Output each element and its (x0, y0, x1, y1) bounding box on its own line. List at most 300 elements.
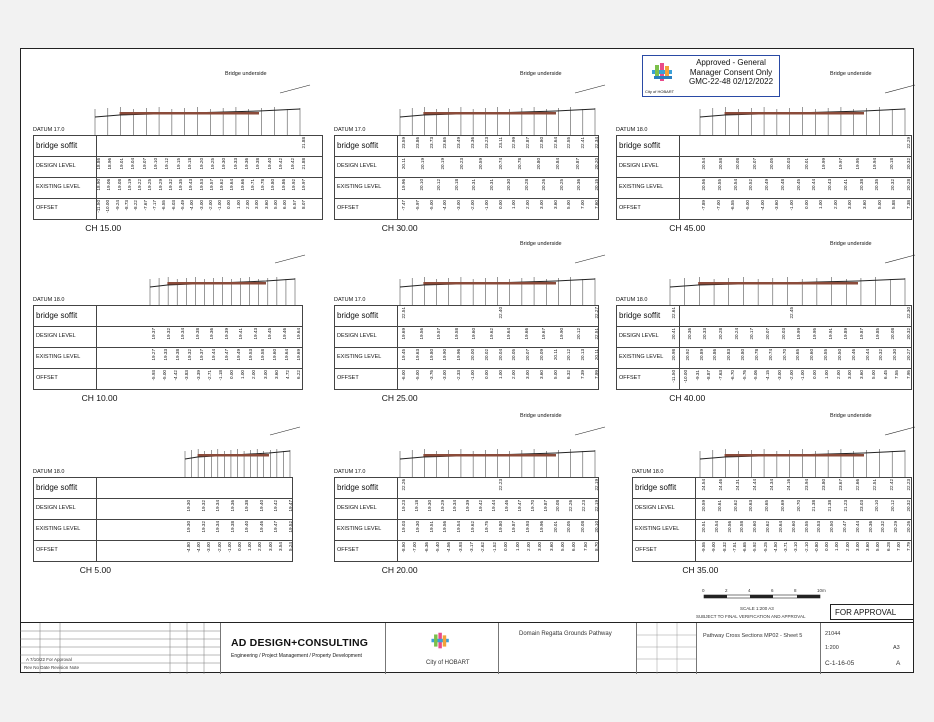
project-number: 21044 (825, 631, 841, 637)
row-value: 23.03 (858, 500, 864, 512)
row-value: -11.50 (671, 370, 676, 383)
row-value: 19.64 (229, 179, 235, 191)
row-value: 20.20 (594, 158, 599, 170)
company-cell (220, 623, 386, 674)
row-value: 19.30 (186, 521, 191, 533)
drawing-title: Pathway Cross Sections MP02 - Sheet 5 (703, 633, 803, 639)
company-tagline: Engineering / Project Management / Property Development (231, 653, 362, 659)
row-value: 20.55 (716, 179, 722, 191)
row-value: 19.41 (238, 328, 243, 340)
row-value: 20.29 (893, 521, 899, 533)
project-name: Domain Regatta Grounds Pathway (519, 631, 612, 637)
scale-tick: 8 (794, 588, 797, 593)
row-value: 19.46 (503, 500, 509, 512)
row-value: -10.00 (105, 200, 111, 214)
row-value: 19.23 (401, 500, 406, 512)
row-value: 20.07 (752, 158, 758, 170)
row-value: 1.00 (235, 200, 241, 209)
row-value: -5.00 (162, 370, 168, 381)
project-cell (498, 623, 637, 674)
row-value: -3.00 (198, 200, 204, 211)
row-value: 3.60 (548, 542, 554, 551)
row-value: 20.56 (701, 179, 706, 191)
row-label: OFFSET (337, 547, 359, 553)
row-value: 20.78 (753, 349, 759, 361)
row-label: DESIGN LEVEL (619, 333, 659, 339)
row-value: -2.33 (456, 370, 462, 381)
row-value: 7.60 (594, 200, 599, 209)
row-value: 23.59 (401, 137, 406, 149)
row-value: 22.26 (568, 500, 574, 512)
row-value: 19.96 (456, 349, 462, 361)
row-value: 19.69 (401, 328, 406, 340)
pathway-layer (423, 282, 556, 285)
row-existing (335, 519, 598, 540)
row-value: 0.00 (503, 542, 509, 551)
row-value: -7.63 (718, 370, 723, 381)
row-value: 22.23 (906, 479, 911, 491)
row-value: -4.80 (186, 542, 191, 553)
row-value: -7.47 (401, 200, 406, 211)
row-value: 22.55 (566, 137, 572, 149)
row-value: 20.03 (780, 328, 786, 340)
row-value: 7.39 (580, 370, 586, 379)
row-value: 20.30 (506, 179, 512, 191)
row-label: bridge soffit (36, 483, 78, 492)
row-value: 20.07 (525, 349, 531, 361)
row-value: 19.43 (188, 179, 194, 191)
row-value: -10.00 (682, 370, 688, 384)
row-value: 22.27 (594, 307, 599, 319)
row-value: -6.70 (729, 370, 735, 381)
row-value: 20.32 (878, 349, 884, 361)
row-value: -9.55 (701, 542, 706, 553)
chainage-label: CH 45.00 (669, 223, 706, 233)
row-value: 20.59 (478, 158, 484, 170)
section-table (33, 135, 323, 220)
row-value: 6.32 (566, 370, 572, 379)
drawing-scale: 1:200 (825, 645, 839, 651)
row-value: 2.00 (525, 200, 531, 209)
row-value: 3.54 (277, 542, 283, 551)
row-value: 19.97 (301, 179, 306, 191)
row-value: 3.60 (862, 200, 868, 209)
row-value: 20.44 (854, 521, 860, 533)
row-label: bridge soffit (337, 483, 379, 492)
section-table (334, 135, 599, 220)
chainage-label: CH 40.00 (669, 393, 706, 403)
row-value: 3.60 (273, 370, 279, 379)
row-value: -3.10 (793, 542, 799, 553)
row-value: 0.00 (483, 370, 489, 379)
row-value: 3.60 (263, 200, 269, 209)
row-value: 1.00 (823, 370, 829, 379)
section-table (33, 477, 293, 562)
row-label: OFFSET (619, 375, 641, 381)
bridge-underside-label: Bridge underside (830, 241, 872, 247)
scale-label: SCALE 1:200 A3 (740, 606, 774, 611)
row-value: 5.00 (876, 200, 882, 209)
row-value: 20.12 (566, 349, 572, 361)
row-value: 20.60 (809, 349, 815, 361)
row-value: 22.51 (871, 479, 877, 491)
row-value: 19.85 (874, 328, 880, 340)
row-value: 19.33 (232, 158, 238, 170)
row-value: 19.32 (167, 179, 173, 191)
bridge-underside-line (275, 255, 305, 263)
row-value: 1.00 (818, 200, 824, 209)
row-value: 19.92 (290, 179, 296, 191)
row-value: 19.95 (812, 328, 817, 340)
row-value: 19.39 (223, 328, 229, 340)
row-value: 20.56 (726, 521, 732, 533)
row-value: 20.70 (795, 500, 801, 512)
chainage-label: CH 30.00 (381, 223, 418, 233)
row-value: -1.00 (217, 200, 223, 211)
row-value: 19.47 (516, 500, 522, 512)
row-value: 0.00 (237, 542, 242, 551)
row-value: 19.64 (283, 349, 289, 361)
row-value: 0.00 (803, 200, 809, 209)
row-value: -4.15 (765, 370, 770, 381)
row-value: 20.10 (874, 500, 880, 512)
row-label: EXISTING LEVEL (337, 354, 382, 360)
bridge-underside-label: Bridge underside (830, 71, 872, 77)
row-value: 22.61 (671, 307, 676, 319)
row-value: 19.99 (796, 328, 802, 340)
row-value: 19.66 (239, 179, 245, 191)
row-value: 20.48 (779, 179, 785, 191)
row-value: 20.70 (781, 349, 787, 361)
row-value: 20.05 (769, 158, 775, 170)
row-value: 19.47 (223, 349, 229, 361)
row-value: -5.40 (435, 542, 441, 553)
row-value: 20.41 (842, 179, 848, 191)
row-offset (335, 368, 598, 389)
row-soffit (335, 478, 598, 498)
datum-label: DATUM 18.0 (33, 297, 65, 303)
row-value: 20.60 (752, 521, 758, 533)
row-value: -9.00 (711, 542, 717, 553)
row-value: 2.00 (835, 370, 841, 379)
row-value: 20.12 (436, 179, 442, 191)
row-value: -1.00 (469, 370, 475, 381)
row-design (335, 498, 598, 519)
row-value: 2.00 (511, 370, 517, 379)
row-label: DESIGN LEVEL (337, 505, 377, 511)
row-value: 5.00 (273, 200, 279, 209)
row-value: 19.32 (165, 328, 171, 340)
bridge-underside-label: Bridge underside (225, 71, 267, 77)
row-value: 2.00 (245, 200, 251, 209)
row-value: 19.80 (497, 521, 503, 533)
row-value: 7.55 (894, 370, 900, 379)
row-soffit (34, 136, 322, 156)
section-profile (33, 215, 303, 305)
row-value: -5.93 (151, 370, 156, 381)
row-value: 20.31 (488, 179, 494, 191)
row-value: -9.31 (694, 370, 700, 381)
row-value: 19.97 (837, 158, 843, 170)
row-value: 2.00 (844, 542, 850, 551)
row-value: -5.25 (762, 542, 768, 553)
row-value: 5.00 (875, 542, 881, 551)
row-value: 18.86 (96, 158, 101, 170)
row-value: 1.00 (497, 370, 503, 379)
row-value: 20.55 (803, 521, 809, 533)
row-value: 19.42 (478, 500, 484, 512)
row-existing (34, 519, 292, 540)
row-value: 19.25 (147, 179, 153, 191)
approval-line-3: GMC-22-48 02/12/2022 (688, 77, 774, 86)
row-soffit (335, 136, 598, 156)
row-soffit (335, 306, 598, 326)
row-value: 21.38 (827, 500, 833, 512)
row-value: 23.80 (820, 479, 826, 491)
row-value: 20.09 (538, 349, 544, 361)
row-value: -1.00 (226, 542, 232, 553)
row-value: 0.00 (824, 542, 829, 551)
row-value: 3.00 (262, 370, 268, 379)
sheet-size: A3 (893, 645, 900, 651)
signoff-cell (636, 623, 697, 674)
row-value: 2.00 (525, 542, 531, 551)
bridge-underside-line (885, 427, 915, 435)
pathway-layer (423, 454, 556, 457)
row-value: -6.03 (170, 200, 176, 211)
row-value: 20.41 (671, 328, 676, 340)
row-value: 22.41 (580, 137, 586, 149)
row-value: 19.66 (523, 328, 529, 340)
row-value: -5.92 (752, 542, 758, 553)
chainage-label: CH 25.00 (381, 393, 418, 403)
row-value: 20.54 (713, 521, 719, 533)
row-value: 5.00 (566, 200, 572, 209)
row-value: 19.38 (194, 328, 200, 340)
row-value: 19.78 (260, 179, 265, 191)
row-value: 20.12 (576, 328, 582, 340)
row-value: 20.30 (892, 349, 898, 361)
row-value: 20.27 (906, 349, 911, 361)
pathway-layer (698, 282, 858, 285)
row-value: 20.36 (576, 179, 582, 191)
row-value: 0.00 (226, 200, 232, 209)
row-value: 19.64 (506, 328, 512, 340)
row-value: 20.51 (701, 521, 706, 533)
row-value: -6.65 (742, 542, 747, 553)
row-value: 19.90 (558, 328, 564, 340)
row-label: DESIGN LEVEL (36, 333, 76, 339)
row-value: 19.07 (141, 158, 147, 170)
row-value: 22.99 (511, 137, 517, 149)
row-value: 20.38 (858, 179, 864, 191)
row-value: -3.00 (776, 370, 782, 381)
approval-line-2: Manager Consent Only (689, 67, 773, 77)
row-value: 6.28 (885, 542, 891, 551)
row-value: 20.02 (483, 349, 489, 361)
row-value: -3.76 (428, 370, 434, 381)
row-value: 19.38 (244, 500, 250, 512)
row-value: 19.96 (538, 521, 544, 533)
section-table (33, 305, 303, 390)
row-label: OFFSET (619, 205, 641, 211)
row-value: 19.60 (471, 328, 477, 340)
row-value: 20.18 (888, 158, 894, 170)
row-value: 22.64 (552, 137, 558, 149)
row-design (633, 498, 911, 519)
row-value: 20.01 (803, 158, 809, 170)
revision-table (20, 623, 220, 674)
row-value: -3.17 (469, 542, 475, 553)
row-value: 20.62 (765, 521, 771, 533)
datum-label: DATUM 17.0 (334, 127, 366, 133)
row-value: -7.17 (151, 200, 157, 211)
row-value: 19.89 (843, 328, 849, 340)
row-label: OFFSET (337, 205, 359, 211)
row-value: -5.97 (414, 200, 420, 211)
row-value: 2.00 (251, 370, 257, 379)
row-value: 20.86 (712, 349, 718, 361)
row-value: 22.23 (581, 500, 587, 512)
row-value: 19.58 (453, 328, 459, 340)
row-offset (617, 368, 911, 389)
row-value: 22.80 (538, 137, 544, 149)
row-value: 20.32 (880, 521, 886, 533)
row-value: 19.20 (198, 158, 204, 170)
row-value: 19.91 (827, 328, 833, 340)
row-value: 19.19 (126, 179, 132, 191)
row-label: EXISTING LEVEL (635, 526, 680, 532)
row-value: 4.72 (284, 370, 290, 379)
row-existing (335, 177, 598, 198)
pathway-layer (120, 112, 259, 115)
row-value: 19.03 (401, 521, 406, 533)
row-value: 7.95 (906, 370, 911, 379)
row-existing (335, 347, 598, 368)
row-value: 6.00 (571, 542, 577, 551)
row-value: 19.08 (116, 179, 122, 191)
row-value: -8.73 (123, 200, 129, 211)
row-value: 20.01 (552, 521, 558, 533)
row-value: 22.34 (594, 137, 599, 149)
section-profile (616, 215, 912, 305)
row-value: 3.00 (537, 542, 543, 551)
city-of-hobart-logo (649, 61, 677, 91)
section-profile (33, 45, 323, 135)
row-value: 19.38 (229, 521, 235, 533)
row-value: 24.44 (752, 479, 758, 491)
row-value: 23.65 (442, 137, 448, 149)
row-value: 19.29 (157, 179, 163, 191)
scale-tick: 0 (702, 588, 705, 593)
row-value: 19.30 (221, 158, 227, 170)
row-value: 19.10 (152, 158, 158, 170)
row-value: 19.62 (469, 521, 475, 533)
row-value: 20.10 (594, 521, 599, 533)
drawing-number: C-1-16-05 (825, 660, 855, 667)
row-value: 19.42 (278, 158, 284, 170)
row-value: 21.23 (842, 500, 848, 512)
row-label: bridge soffit (36, 311, 78, 320)
row-value: 24.34 (769, 479, 775, 491)
row-value: 19.63 (414, 349, 420, 361)
row-label: OFFSET (36, 375, 58, 381)
row-value: 20.18 (453, 179, 459, 191)
row-value: 19.52 (288, 521, 293, 533)
revision-letter: A (896, 660, 901, 667)
row-value: 19.34 (180, 328, 185, 340)
row-value: 19.87 (511, 521, 517, 533)
row-label: EXISTING LEVEL (619, 354, 664, 360)
row-value: 20.03 (786, 158, 792, 170)
row-value: 19.34 (452, 500, 458, 512)
row-value: 20.11 (594, 349, 599, 361)
row-label: bridge soffit (619, 311, 661, 320)
row-label: DESIGN LEVEL (36, 163, 76, 169)
chainage-label: CH 20.00 (381, 565, 418, 575)
row-value: 19.99 (820, 158, 826, 170)
row-value: 19.15 (175, 158, 181, 170)
row-label: EXISTING LEVEL (337, 526, 382, 532)
row-value: -3.83 (184, 370, 190, 381)
row-value: 19.94 (871, 158, 877, 170)
row-value: 22.19 (594, 479, 599, 491)
row-value: 20.53 (816, 521, 822, 533)
row-value: 20.61 (716, 500, 722, 512)
row-soffit (34, 306, 302, 326)
row-value: 20.92 (684, 349, 690, 361)
row-value: 20.32 (906, 328, 911, 340)
approval-caption: City of HOBART (645, 89, 675, 94)
row-value: 3.00 (525, 370, 531, 379)
bridge-underside-label: Bridge underside (520, 413, 562, 419)
row-value: 5.00 (552, 370, 558, 379)
row-value: 20.28 (523, 179, 529, 191)
row-value: -1.52 (491, 542, 497, 553)
row-existing (617, 347, 911, 368)
row-value: -2.00 (469, 200, 475, 211)
row-value: -3.60 (774, 200, 780, 211)
row-value: 20.47 (841, 521, 847, 533)
row-value: 19.47 (273, 521, 279, 533)
row-value: -4.00 (196, 542, 202, 553)
section-profile (33, 387, 293, 477)
row-value: 19.53 (247, 349, 253, 361)
datum-label: DATUM 17.0 (334, 469, 366, 475)
row-value: 20.19 (439, 158, 445, 170)
row-value: 20.62 (732, 500, 738, 512)
row-value: 19.45 (401, 349, 406, 361)
row-value: 20.63 (748, 500, 754, 512)
datum-label: DATUM 18.0 (632, 469, 664, 475)
row-value: -8.50 (401, 542, 406, 553)
row-label: bridge soffit (36, 141, 78, 150)
row-value: -5.00 (428, 200, 434, 211)
row-value: 20.05 (566, 521, 572, 533)
section-table (632, 477, 912, 562)
bridge-underside-label: Bridge underside (520, 71, 562, 77)
row-value: 20.19 (420, 158, 426, 170)
row-value: -4.56 (446, 542, 452, 553)
row-value: 19.32 (200, 500, 206, 512)
row-value: 20.54 (732, 179, 738, 191)
drawing-title-cell (696, 623, 821, 674)
row-value: -6.55 (730, 200, 736, 211)
row-label: DESIGN LEVEL (635, 505, 675, 511)
row-value: 23.23 (483, 137, 489, 149)
row-value: -8.22 (133, 200, 139, 211)
row-value: -4.00 (442, 200, 448, 211)
